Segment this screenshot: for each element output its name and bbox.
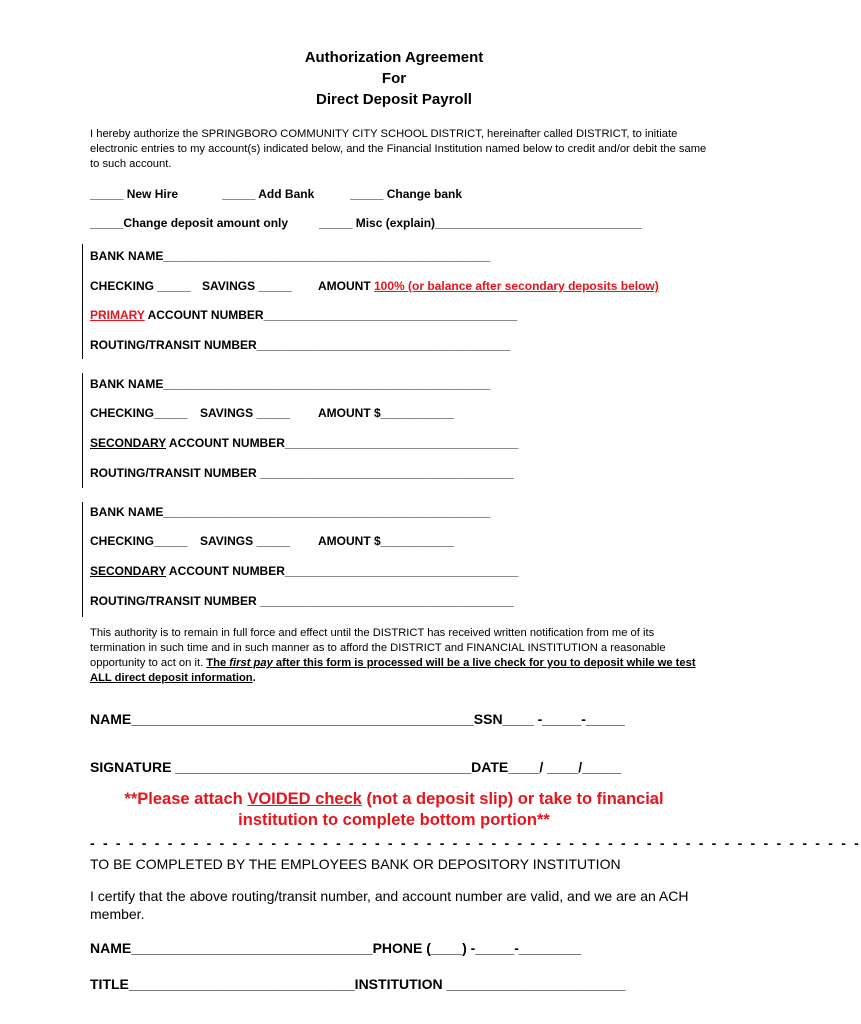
secondary-2-amount-field[interactable]: AMOUNT $___________ xyxy=(318,534,455,548)
bank-title-institution-field[interactable]: TITLE_____________________________INSTITUTION _______________________ xyxy=(90,976,626,992)
secondary-1-account-label: ACCOUNT NUMBER___________________________________ xyxy=(166,436,519,450)
warning-part-1: **Please attach xyxy=(124,790,248,808)
authority-text: This authority is to remain in full force and effect until the DISTRICT has received written notification from me of its termination in such time and in such manner as to afford the DISTRICT and FINANCIAL INSTITUTION a reasonable opportunity to act on it. xyxy=(90,627,666,669)
secondary-2-bank-name-field[interactable]: BANK NAME_________________________________________________ xyxy=(90,505,491,519)
cut-line-divider: - - - - - - - - - - - - - - - - - - - - - - - - - - - - - - - - - - - - - - - - - - - - - - - - - - - - - - - - - - - - xyxy=(90,835,861,851)
primary-amount-value: 100% (or balance after secondary deposits below) xyxy=(374,279,659,293)
primary-checking-field[interactable]: CHECKING _____ xyxy=(90,279,191,293)
first-pay-rest: after this form is processed will be a live check for you to deposit while we test ALL direct deposit information xyxy=(90,657,696,684)
secondary-2-account-number-field[interactable] xyxy=(90,564,518,578)
secondary-2-checking-field[interactable]: CHECKING_____ xyxy=(90,534,188,548)
authority-paragraph xyxy=(90,626,710,686)
primary-bank-name-field[interactable]: BANK NAME_________________________________________________ xyxy=(90,249,491,263)
option-new-hire[interactable]: _____ New Hire xyxy=(90,187,179,201)
form-title-line-3: Direct Deposit Payroll xyxy=(316,91,472,108)
option-change-amount[interactable]: _____Change deposit amount only xyxy=(90,216,289,230)
bank-name-phone-field[interactable]: NAME_______________________________PHONE (____) -_____-________ xyxy=(90,940,582,956)
intro-paragraph: I hereby authorize the SPRINGBORO COMMUNITY CITY SCHOOL DISTRICT, hereinafter called DISTRICT, to initiate electronic entries to my account(s) indicated below, and the Financial Institution named below to credit and/or debit the same to such account. xyxy=(90,128,707,170)
employee-name-ssn-field[interactable]: NAME____________________________________________SSN____ -_____-_____ xyxy=(90,711,625,727)
primary-account-label: ACCOUNT NUMBER______________________________________ xyxy=(144,308,518,322)
secondary-1-bank-name-field[interactable]: BANK NAME_________________________________________________ xyxy=(90,377,491,391)
bank-section-heading: TO BE COMPLETED BY THE EMPLOYEES BANK OR DEPOSITORY INSTITUTION xyxy=(90,856,621,872)
primary-amount xyxy=(318,279,659,293)
secondary-2-label: SECONDARY xyxy=(90,564,167,578)
secondary-1-checking-field[interactable]: CHECKING_____ xyxy=(90,406,188,420)
secondary-2-routing-number-field[interactable]: ROUTING/TRANSIT NUMBER ______________________________________ xyxy=(90,594,514,608)
secondary-2-block-bracket xyxy=(82,502,83,617)
secondary-2-savings-field[interactable]: SAVINGS _____ xyxy=(200,534,290,548)
bank-certification-text: I certify that the above routing/transit number, and account number are valid, and we are an ACH member. xyxy=(90,888,689,922)
secondary-2-account-label: ACCOUNT NUMBER___________________________________ xyxy=(166,564,519,578)
secondary-1-routing-number-field[interactable]: ROUTING/TRANSIT NUMBER ______________________________________ xyxy=(90,466,514,480)
secondary-1-block-bracket xyxy=(82,373,83,488)
employee-signature-date-field[interactable]: SIGNATURE ______________________________________DATE____/ ____/_____ xyxy=(90,759,622,775)
warning-line-2: institution to complete bottom portion** xyxy=(238,811,550,829)
primary-label: PRIMARY xyxy=(90,308,145,322)
primary-account-number-field[interactable] xyxy=(90,308,517,322)
primary-block-bracket xyxy=(82,244,83,359)
primary-routing-number-field[interactable]: ROUTING/TRANSIT NUMBER______________________________________ xyxy=(90,338,511,352)
primary-savings-field[interactable]: SAVINGS _____ xyxy=(202,279,292,293)
first-pay-emphasis: first pay xyxy=(229,657,273,669)
form-title-line-1: Authorization Agreement xyxy=(304,49,484,66)
first-pay-lead: The xyxy=(206,657,230,669)
secondary-1-amount-field[interactable]: AMOUNT $___________ xyxy=(318,406,455,420)
option-change-bank[interactable]: _____ Change bank xyxy=(350,187,463,201)
authority-end: . xyxy=(252,672,256,684)
option-add-bank[interactable]: _____ Add Bank xyxy=(222,187,315,201)
secondary-1-savings-field[interactable]: SAVINGS _____ xyxy=(200,406,290,420)
option-misc[interactable]: _____ Misc (explain)_______________________________ xyxy=(319,216,642,230)
secondary-1-label: SECONDARY xyxy=(90,436,167,450)
secondary-1-account-number-field[interactable] xyxy=(90,436,518,450)
attach-check-warning xyxy=(0,789,788,831)
voided-check-label: VOIDED check xyxy=(247,790,362,808)
form-title-line-2: For xyxy=(381,70,407,87)
primary-amount-label: AMOUNT xyxy=(318,279,374,293)
warning-part-2: (not a deposit slip) or take to financial xyxy=(361,790,664,808)
